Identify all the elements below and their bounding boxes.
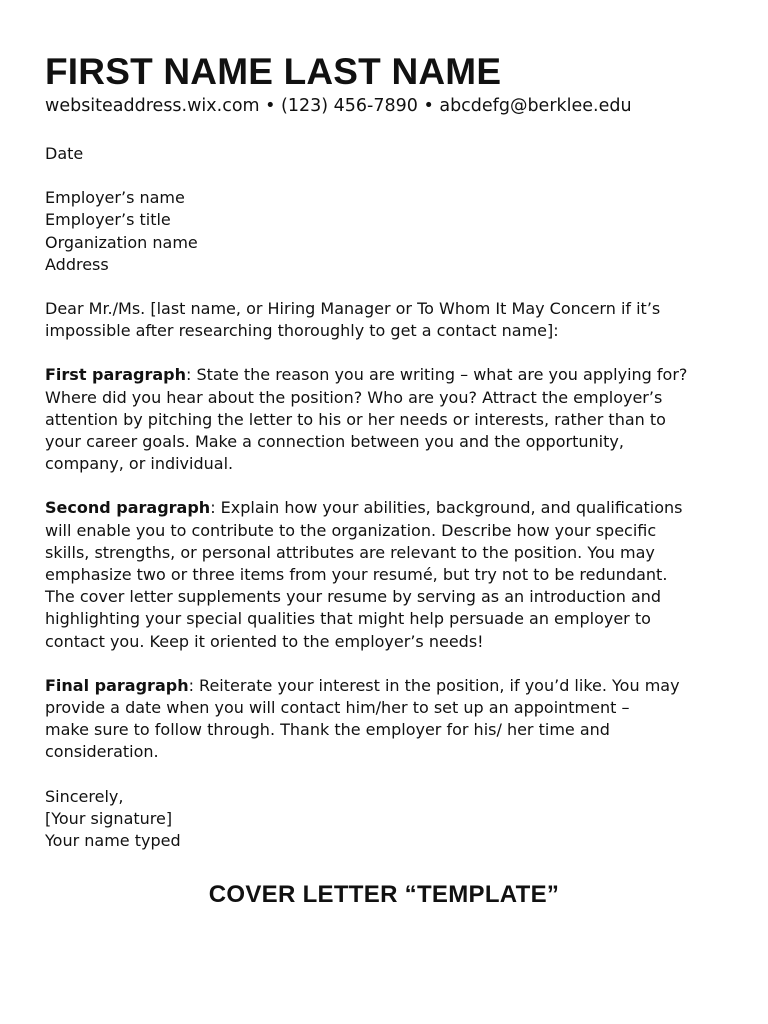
- paragraph-line: attention by pitching the letter to his or her needs or interests, rather than to: [45, 409, 666, 429]
- contact-line: websiteaddress.wix.com • (123) 456-7890 • abcdefg@berklee.edu: [45, 96, 632, 116]
- first-paragraph-heading: First paragraph: [45, 365, 186, 385]
- employer-name: Employer’s name: [45, 188, 185, 208]
- paragraph-line: contact you. Keep it oriented to the employer’s needs!: [45, 631, 484, 651]
- organization-name: Organization name: [45, 232, 198, 252]
- document-title: COVER LETTER “TEMPLATE”: [208, 881, 560, 908]
- paragraph-line: company, or individual.: [45, 454, 234, 474]
- applicant-name: FIRST NAME LAST NAME: [45, 51, 502, 92]
- employer-block: [45, 187, 715, 276]
- first-paragraph: [45, 364, 715, 475]
- second-paragraph-heading: Second paragraph: [45, 498, 211, 518]
- paragraph-line: highlighting your special qualities that might help persuade an employer to: [45, 609, 651, 629]
- signature-placeholder: [Your signature]: [45, 808, 173, 828]
- date: Date: [45, 144, 84, 163]
- employer-title: Employer’s title: [45, 210, 171, 230]
- paragraph-line: make sure to follow through. Thank the employer for his/ her time and: [45, 720, 610, 740]
- paragraph-line: emphasize two or three items from your resumé, but try not to be redundant.: [45, 565, 668, 585]
- paragraph-line: The cover letter supplements your resume by serving as an introduction and: [45, 587, 662, 607]
- second-paragraph: [45, 497, 715, 652]
- salutation-line: impossible after researching thoroughly to get a contact name]:: [45, 321, 559, 341]
- typed-name: Your name typed: [45, 831, 181, 851]
- date-line: [45, 143, 715, 165]
- valediction: Sincerely,: [45, 786, 124, 806]
- paragraph-line: will enable you to contribute to the organization. Describe how your specific: [45, 520, 657, 540]
- paragraph-line: consideration.: [45, 742, 159, 762]
- paragraph-line: : Reiterate your interest in the position, if you’d like. You may: [188, 675, 680, 695]
- paragraph-line: skills, strengths, or personal attributes are relevant to the position. You may: [45, 542, 655, 562]
- paragraph-line: : Explain how your abilities, background, and qualifications: [210, 498, 683, 518]
- final-paragraph: [45, 675, 715, 764]
- salutation-line: Dear Mr./Ms. [last name, or Hiring Manager or To Whom It May Concern if it’s: [45, 299, 661, 319]
- employer-address: Address: [45, 254, 109, 274]
- paragraph-line: Where did you hear about the position? Who are you? Attract the employer’s: [45, 387, 663, 407]
- paragraph-line: provide a date when you will contact him/her to set up an appointment –: [45, 698, 630, 718]
- paragraph-line: your career goals. Make a connection between you and the opportunity,: [45, 432, 624, 452]
- salutation: [45, 298, 715, 342]
- cover-letter-page: [45, 50, 715, 852]
- final-paragraph-heading: Final paragraph: [45, 675, 189, 695]
- paragraph-line: : State the reason you are writing – what are you applying for?: [185, 365, 688, 385]
- closing-block: [45, 786, 715, 853]
